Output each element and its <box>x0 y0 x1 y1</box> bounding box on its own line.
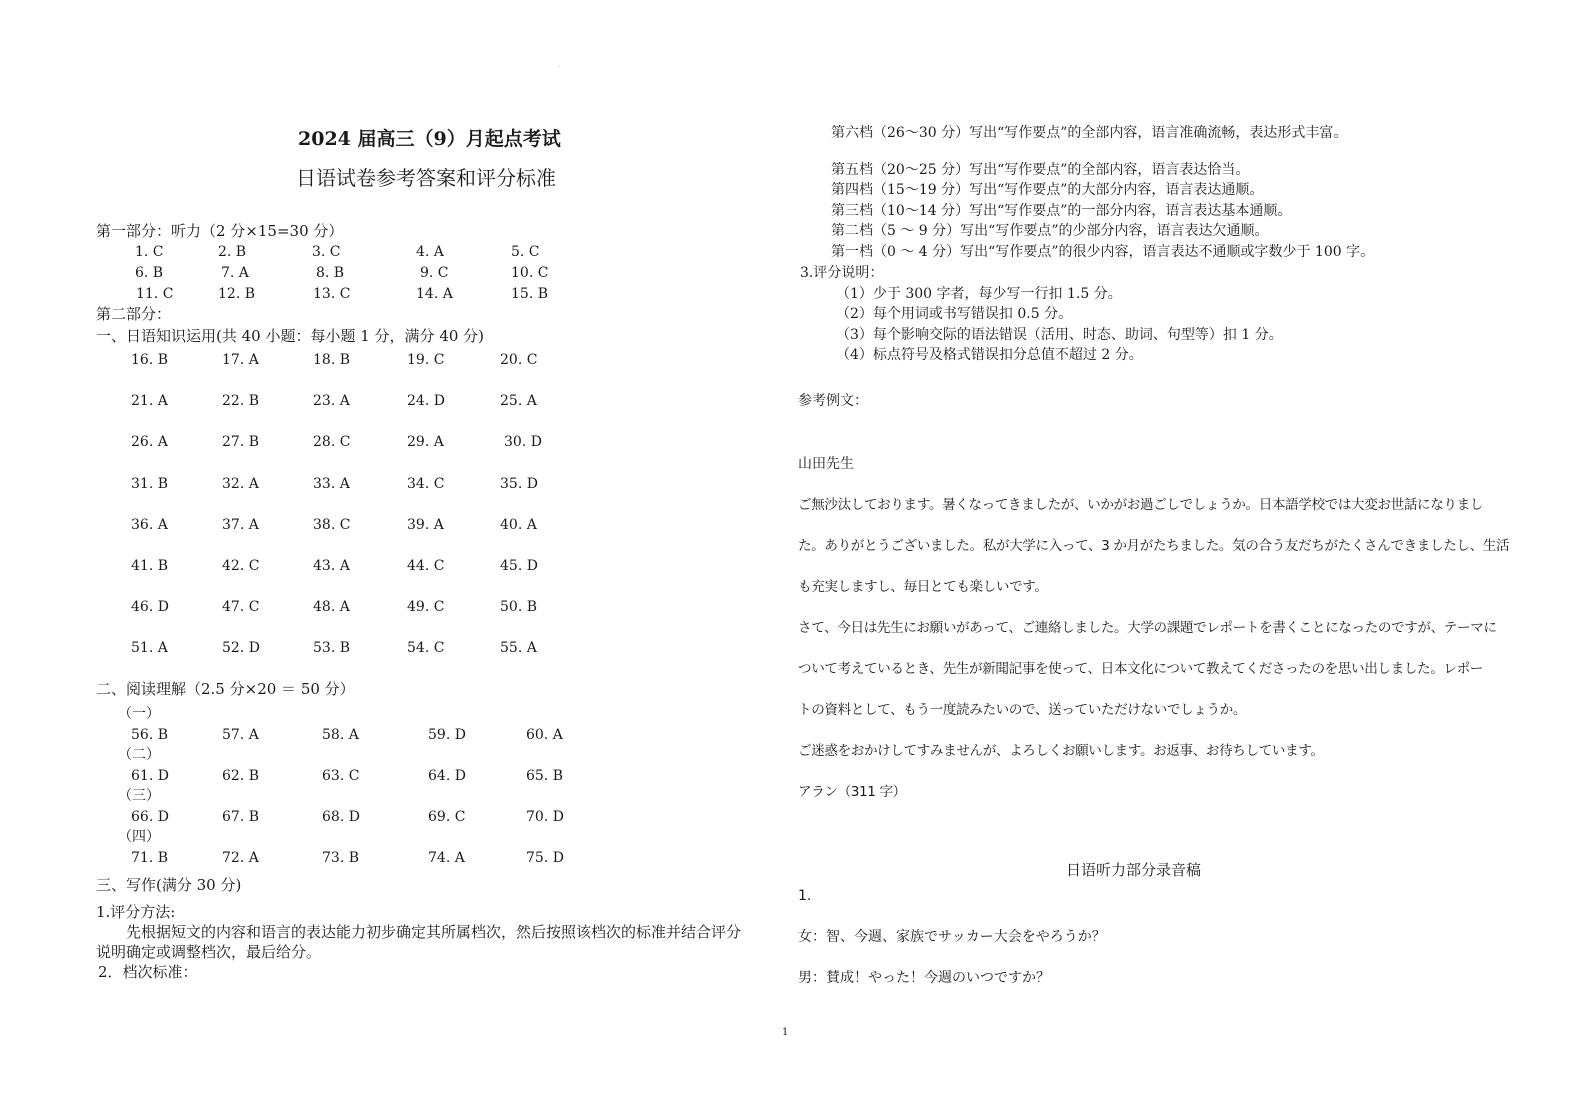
reading-group-label: （四） <box>118 829 160 845</box>
answer-item: 22. B <box>222 393 260 410</box>
letter-salutation: 山田先生 <box>798 456 854 472</box>
level-item: 第四档（15～19 分）写出“写作要点”的大部分内容，语言表达通顺。 <box>831 182 1264 198</box>
note-item: （1）少于 300 字者，每少写一行扣 1.5 分。 <box>836 286 1122 302</box>
answer-item: 74. A <box>428 850 465 866</box>
answer-item: 6. B <box>135 265 164 281</box>
answer-item: 69. C <box>428 809 466 825</box>
section2-heading: 二、阅读理解（2.5 分×20 ＝ 50 分） <box>96 680 355 698</box>
answer-item: 24. D <box>407 393 445 410</box>
answer-item: 68. D <box>322 809 360 825</box>
level-item: 第五档（20～25 分）写出“写作要点”的全部内容，语言表达恰当。 <box>831 162 1250 178</box>
answer-item: 10. C <box>511 265 549 281</box>
letter-line: た。ありがとうございました。私が大学に入って、3 か月がたちました。気の合う友だちがたくさんできましたし、生活 <box>798 538 1510 554</box>
answer-item: 62. B <box>222 768 260 784</box>
answer-item: 36. A <box>131 516 168 533</box>
answer-item: 63. C <box>322 768 360 784</box>
answer-item: 28. C <box>313 434 351 451</box>
answer-item: 17. A <box>222 352 259 368</box>
answer-item: 2. B <box>218 244 247 260</box>
script-heading: 日语听力部分录音稿 <box>1066 861 1202 879</box>
answer-item: 9. C <box>420 265 449 281</box>
letter-line: ご無沙汰しております。暑くなってきましたが、いかがお過ごしでしょうか。日本語学校では大変お世話になりまし <box>798 497 1483 513</box>
note-item: （3）每个影响交际的语法错误（活用、时态、助词、句型等）扣 1 分。 <box>836 327 1283 343</box>
answer-item: 67. B <box>222 809 260 825</box>
sample-heading: 参考例文： <box>798 393 868 409</box>
answer-item: 39. A <box>407 516 444 533</box>
level-item: 第三档（10～14 分）写出“写作要点”的一部分内容，语言表达基本通顺。 <box>831 203 1292 219</box>
answer-item: 45. D <box>500 558 538 574</box>
answer-item: 13. C <box>313 286 351 302</box>
answer-item: 57. A <box>222 727 259 743</box>
reading-group-label: （二） <box>118 747 160 763</box>
answer-item: 29. A <box>407 434 444 451</box>
answer-item: 46. D <box>131 599 169 616</box>
answer-item: 25. A <box>500 393 537 410</box>
answer-item: 59. D <box>428 727 466 743</box>
letter-signature: アラン（311 字） <box>798 784 906 800</box>
answer-item: 64. D <box>428 768 466 784</box>
answer-item: 4. A <box>416 244 444 260</box>
script-number: 1. <box>798 888 812 904</box>
answer-item: 47. C <box>222 599 260 616</box>
note-item: （4）标点符号及格式错误扣分总值不超过 2 分。 <box>836 347 1143 363</box>
answer-item: 20. C <box>500 352 538 368</box>
answer-item: 66. D <box>131 809 169 825</box>
answer-item: 56. B <box>131 727 169 743</box>
answer-item: 52. D <box>222 640 260 657</box>
answer-item: 32. A <box>222 475 259 492</box>
reading-group-label: （一） <box>118 706 160 722</box>
answer-item: 55. A <box>500 640 537 657</box>
page-subtitle: 日语试卷参考答案和评分标准 <box>296 166 556 190</box>
answer-item: 14. A <box>416 286 453 302</box>
method-heading: 1.评分方法: <box>96 903 176 921</box>
method-text: 说明确定或调整档次，最后给分。 <box>96 943 322 961</box>
answer-item: 40. A <box>500 516 537 533</box>
reading-group-label: （三） <box>118 788 160 804</box>
answer-item: 37. A <box>222 516 259 533</box>
answer-item: 34. C <box>407 475 445 492</box>
answer-item: 38. C <box>313 516 351 533</box>
level-item: 第一档（0 ～ 4 分）写出“写作要点”的很少内容，语言表达不通顺或字数少于 100 字。 <box>831 244 1375 260</box>
answer-item: 71. B <box>131 850 169 866</box>
method-text: 先根据短文的内容和语言的表达能力初步确定其所属档次，然后按照该档次的标准并结合评分 <box>126 923 742 941</box>
answer-item: 53. B <box>313 640 351 657</box>
answer-item: 72. A <box>222 850 259 866</box>
answer-item: 54. C <box>407 640 445 657</box>
page-mark: · <box>558 64 560 71</box>
answer-item: 44. C <box>407 558 445 574</box>
answer-item: 73. B <box>322 850 360 866</box>
notes-heading: 3.评分说明： <box>800 265 884 281</box>
answer-item: 60. A <box>526 727 563 743</box>
answer-item: 19. C <box>407 352 445 368</box>
answer-item: 7. A <box>221 265 249 281</box>
answer-item: 51. A <box>131 640 168 657</box>
answer-item: 3. C <box>312 244 341 260</box>
letter-line: ご迷惑をおかけしてすみませんが、よろしくお願いします。お返事、お待ちしています。 <box>798 743 1324 759</box>
letter-line: ついて考えているとき、先生が新聞記事を使って、日本文化について教えてくださったのを思い出しました。レポー <box>798 661 1483 677</box>
level-item: 第六档（26～30 分）写出“写作要点”的全部内容，语言准确流畅，表达形式丰富。 <box>831 125 1348 141</box>
answer-item: 1. C <box>135 244 164 260</box>
part1-heading: 第一部分：听力（2 分×15=30 分） <box>96 222 344 240</box>
part2-heading: 第二部分： <box>96 305 172 323</box>
letter-line: トの資料として、もう一度読みたいので、送っていただけないでしょうか。 <box>798 702 1247 718</box>
answer-item: 23. A <box>313 393 350 410</box>
answer-item: 75. D <box>526 850 564 866</box>
answer-item: 70. D <box>526 809 564 825</box>
section1-heading: 一、日语知识运用(共 40 小题：每小题 1 分，满分 40 分) <box>96 327 485 345</box>
answer-item: 16. B <box>131 352 169 368</box>
levels-heading: 2．档次标准： <box>98 963 198 981</box>
section3-heading: 三、写作(满分 30 分) <box>96 876 242 894</box>
level-item: 第二档（5 ～ 9 分）写出“写作要点”的少部分内容，语言表达欠通顺。 <box>831 223 1269 239</box>
answer-item: 30. D <box>504 434 542 451</box>
answer-item: 31. B <box>131 475 169 492</box>
answer-item: 5. C <box>511 244 540 260</box>
letter-line: も充実しますし、毎日とても楽しいです。 <box>798 579 1048 595</box>
answer-item: 11. C <box>136 286 174 302</box>
answer-item: 58. A <box>322 727 359 743</box>
answer-item: 65. B <box>526 768 564 784</box>
note-item: （2）每个用词或书写错误扣 0.5 分。 <box>836 306 1073 322</box>
answer-item: 61. D <box>131 768 169 784</box>
script-line: 女：智、今週、家族でサッカー大会をやろうか？ <box>798 929 1106 945</box>
answer-item: 21. A <box>131 393 168 410</box>
script-line: 男：賛成！やった！今週のいつですか？ <box>798 970 1050 986</box>
answer-item: 18. B <box>313 352 351 368</box>
answer-item: 41. B <box>131 558 169 574</box>
answer-item: 50. B <box>500 599 538 616</box>
answer-item: 48. A <box>313 599 350 616</box>
answer-item: 26. A <box>131 434 168 451</box>
answer-item: 35. D <box>500 475 538 492</box>
answer-item: 33. A <box>313 475 350 492</box>
answer-item: 49. C <box>407 599 445 616</box>
letter-line: さて、今日は先生にお願いがあって、ご連絡しました。大学の課題でレポートを書くことになったのですが、テーマに <box>798 620 1497 636</box>
answer-item: 8. B <box>316 265 345 281</box>
page-title: 2024 届高三（9）月起点考试 <box>298 128 561 150</box>
answer-item: 12. B <box>218 286 256 302</box>
answer-item: 27. B <box>222 434 260 451</box>
answer-item: 42. C <box>222 558 260 574</box>
answer-item: 43. A <box>313 558 350 574</box>
page-number: 1 <box>782 1027 789 1038</box>
answer-item: 15. B <box>511 286 549 302</box>
